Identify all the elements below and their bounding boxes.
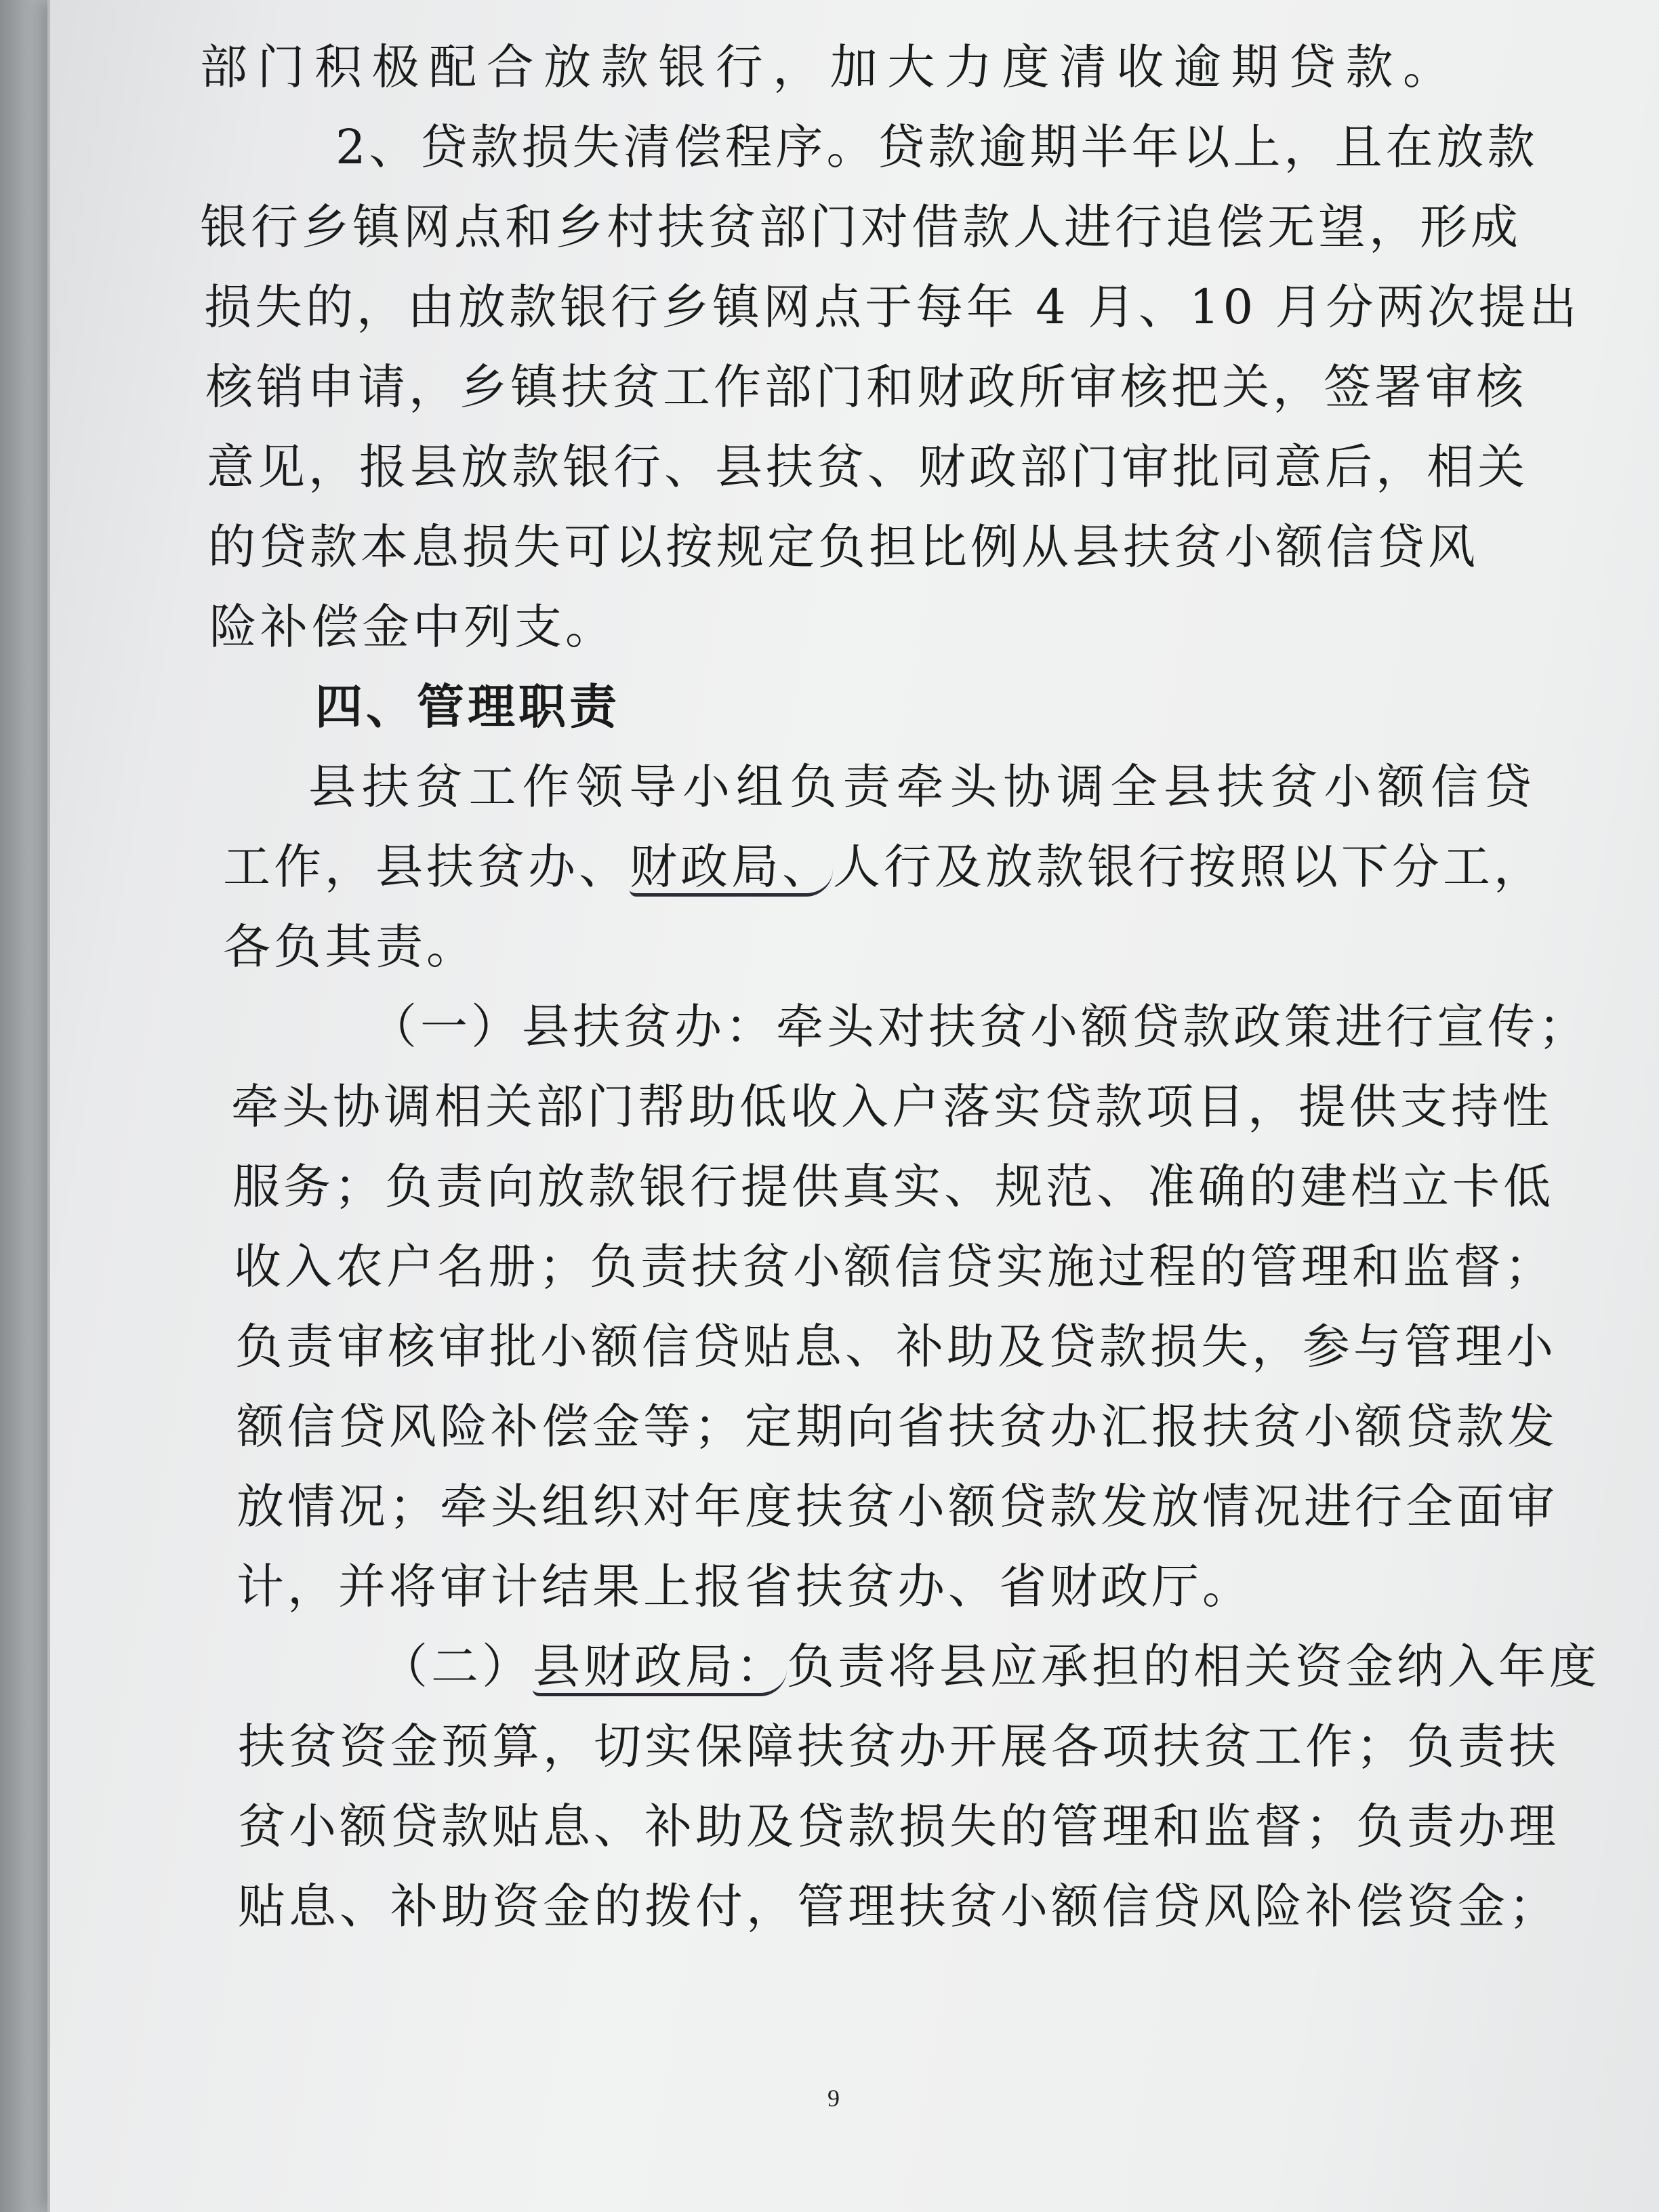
text-line: 服务；负责向放款银行提供真实、规范、准确的建档立卡低 (232, 1159, 1554, 1214)
text-segment: （二） (380, 1639, 533, 1694)
text-line: 损失的，由放款银行乡镇网点于每年 4 月、10 月分两次提出 (204, 279, 1580, 335)
page-number: 9 (827, 2085, 840, 2112)
text-line: 放情况；牵头组织对年度扶贫小额贷款发放情况进行全面审 (237, 1479, 1558, 1534)
underlined-text: 县财政局： (533, 1643, 787, 1696)
page-edge (47, 0, 50, 2212)
text-line: 负责审核审批小额信贷贴息、补助及贷款损失，参与管理小 (235, 1319, 1557, 1374)
text-line: 贫小额贷款贴息、补助及贷款损失的管理和监督；负责办理 (238, 1799, 1559, 1854)
text-line: 扶贫资金预算，切实保障扶贫办开展各项扶贫工作；负责扶 (238, 1719, 1559, 1774)
text-line: 收入农户名册；负责扶贫小额信贷实施过程的管理和监督； (234, 1239, 1555, 1294)
text-line: 2、贷款损失清偿程序。贷款逾期半年以上，且在放款 (335, 119, 1538, 175)
text-segment: 工作，县扶贫办、 (223, 839, 630, 895)
text-line: 县扶贫工作领导小组负责牵头协调全县扶贫小额信贷 (308, 759, 1535, 815)
text-line: 险补偿金中列支。 (209, 599, 616, 655)
text-line: 核销申请，乡镇扶贫工作部门和财政所审核把关，签署审核 (205, 359, 1527, 415)
document-body (200, 27, 1600, 1946)
text-line (223, 827, 1544, 907)
text-line: 额信贷风险补偿金等；定期向省扶贫办汇报扶贫小额贷款发 (237, 1399, 1558, 1454)
text-line: 各负其责。 (223, 919, 477, 975)
text-line: 计，并将审计结果上报省扶贫办、省财政厅。 (237, 1559, 1253, 1614)
text-line: （一）县扶贫办：牵头对扶贫小额贷款政策进行宣传； (369, 999, 1589, 1054)
text-line: 部门积极配合放款银行，加大力度清收逾期贷款。 (200, 39, 1454, 95)
text-line: 银行乡镇网点和乡村扶贫部门对借款人进行追偿无望，形成 (200, 199, 1521, 255)
section-heading: 四、管理职责 (315, 679, 620, 735)
text-segment: 人行及放款银行按照以下分工， (833, 839, 1544, 895)
text-line: 牵头协调相关部门帮助低收入户落实贷款项目，提供支持性 (231, 1079, 1553, 1134)
underlined-text: 财政局、 (630, 843, 833, 897)
text-line (238, 1626, 1600, 1706)
text-line: 的贷款本息损失可以按规定负担比例从县扶贫小额信贷风 (208, 519, 1479, 575)
text-line: 贴息、补助资金的拨付，管理扶贫小额信贷风险补偿资金； (238, 1879, 1559, 1934)
text-line: 意见，报县放款银行、县扶贫、财政部门审批同意后，相关 (207, 439, 1528, 495)
text-segment: 负责将县应承担的相关资金纳入年度 (787, 1639, 1600, 1694)
